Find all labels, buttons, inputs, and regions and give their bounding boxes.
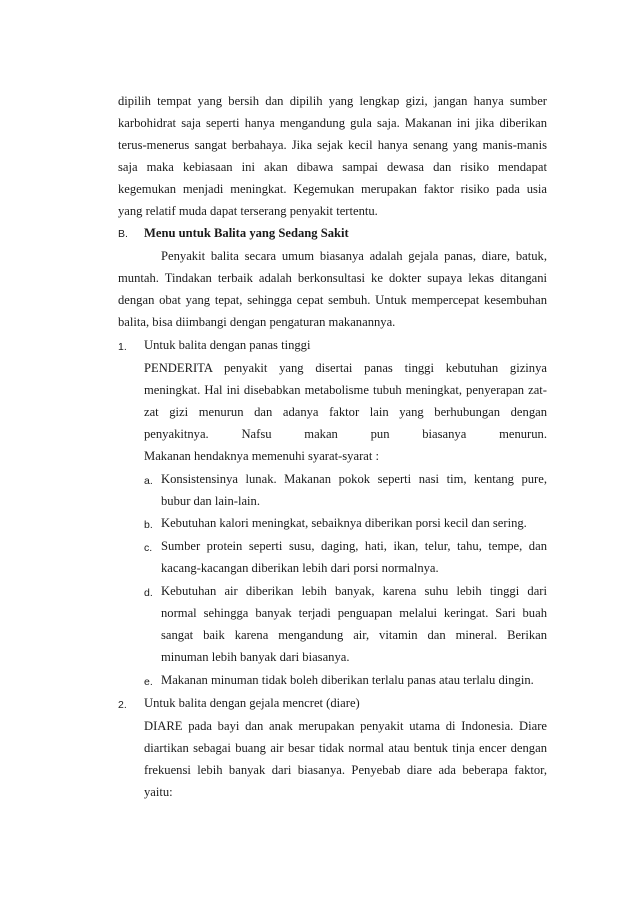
section-heading: Menu untuk Balita yang Sedang Sakit bbox=[144, 226, 349, 240]
text-line: kacang-kacangan diberikan lebih dari porsi normalnya. bbox=[161, 561, 439, 575]
text-line: diartikan sebagai buang air besar tidak normal atau bentuk tinja encer dengan bbox=[144, 741, 547, 755]
text-line: dengan obat yang tepat, sehingga cepat sembuh. Untuk mempercepat kesembuhan bbox=[118, 293, 547, 307]
sub-list-marker: c. bbox=[144, 542, 153, 554]
text-line: yang relatif muda dapat terserang penyakit tertentu. bbox=[118, 204, 378, 218]
text-line: yaitu: bbox=[144, 785, 173, 799]
section-marker: B. bbox=[118, 228, 128, 240]
text-line: terus-menerus sangat berbahaya. Jika sejak kecil hanya senang yang manis-manis bbox=[118, 138, 547, 152]
text-line: muntah. Tindakan terbaik adalah berkonsultasi ke dokter supaya lekas ditangani bbox=[118, 271, 547, 285]
text-line: meningkat. Hal ini disebabkan metabolisme tubuh meningkat, penyerapan zat- bbox=[144, 383, 547, 397]
text-line: Makanan minuman tidak boleh diberikan terlalu panas atau terlalu dingin. bbox=[161, 673, 534, 687]
text-line: Kebutuhan air diberikan lebih banyak, karena suhu lebih tinggi dari bbox=[161, 584, 547, 598]
text-line: Penyakit balita secara umum biasanya adalah gejala panas, diare, batuk, bbox=[161, 249, 547, 263]
text-line: PENDERITA penyakit yang disertai panas tinggi kebutuhan gizinya bbox=[144, 361, 547, 375]
sub-list-marker: b. bbox=[144, 519, 153, 531]
text-line: Konsistensinya lunak. Makanan pokok seperti nasi tim, kentang pure, bbox=[161, 472, 547, 486]
text-line: Kebutuhan kalori meningkat, sebaiknya diberikan porsi kecil dan sering. bbox=[161, 516, 527, 530]
text-line: Makanan hendaknya memenuhi syarat-syarat : bbox=[144, 449, 379, 463]
text-line: balita, bisa diimbangi dengan pengaturan makanannya. bbox=[118, 315, 396, 329]
sub-list-marker: d. bbox=[144, 587, 153, 599]
text-line: dipilih tempat yang bersih dan dipilih yang lengkap gizi, jangan hanya sumber bbox=[118, 94, 547, 108]
text-line: normal sehingga banyak terjadi penguapan melalui keringat. Sari buah bbox=[161, 606, 547, 620]
text-line: karbohidrat saja seperti hanya mengandung gula saja. Makanan ini jika diberikan bbox=[118, 116, 547, 130]
list-item-title: Untuk balita dengan panas tinggi bbox=[144, 338, 311, 352]
list-marker: 1. bbox=[118, 341, 127, 353]
text-line: DIARE pada bayi dan anak merupakan penyakit utama di Indonesia. Diare bbox=[144, 719, 547, 733]
list-item-title: Untuk balita dengan gejala mencret (diare) bbox=[144, 696, 360, 710]
list-marker: 2. bbox=[118, 699, 127, 711]
sub-list-marker: e. bbox=[144, 676, 153, 688]
text-line: saja maka kebiasaan ini akan dibawa sampai dewasa dan risiko mendapat bbox=[118, 160, 547, 174]
text-line: kegemukan menjadi meningkat. Kegemukan merupakan faktor risiko pada usia bbox=[118, 182, 547, 196]
text-line: penyakitnya. Nafsu makan pun biasanya menurun. bbox=[144, 427, 547, 441]
text-line: minuman lebih banyak dari biasanya. bbox=[161, 650, 350, 664]
text-line: zat gizi menurun dan adanya faktor lain yang berhubungan dengan bbox=[144, 405, 547, 419]
text-line: frekuensi lebih banyak dari biasanya. Penyebab diare ada beberapa faktor, bbox=[144, 763, 547, 777]
text-line: sangat baik karena mengandung air, vitamin dan mineral. Berikan bbox=[161, 628, 547, 642]
sub-list-marker: a. bbox=[144, 475, 153, 487]
text-line: Sumber protein seperti susu, daging, hati, ikan, telur, tahu, tempe, dan bbox=[161, 539, 547, 553]
text-line: bubur dan lain-lain. bbox=[161, 494, 260, 508]
